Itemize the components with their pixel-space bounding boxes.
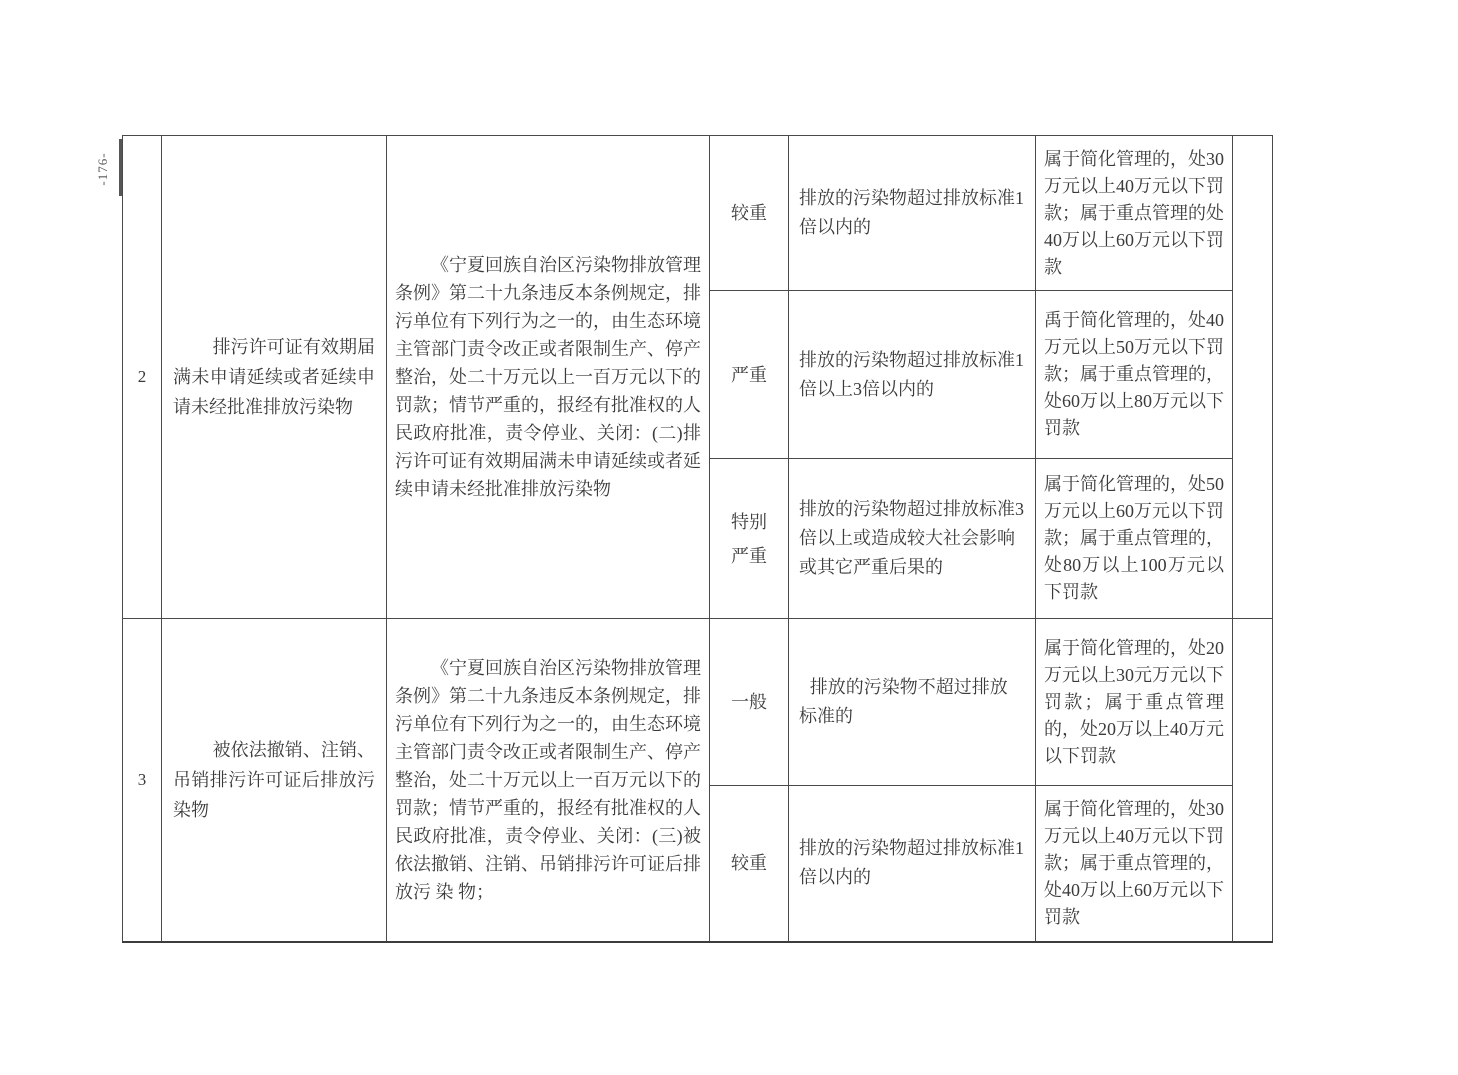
regulation-table	[122, 135, 1273, 943]
penalty-cell	[1036, 786, 1233, 942]
severity-cell: 较重	[710, 136, 789, 291]
penalty-cell	[1036, 291, 1233, 459]
severity-cell: 一般	[710, 619, 789, 786]
penalty-text: 属于简化管理的，处50万元以上60万元以下罚款；属于重点管理的，处80万以上100万元以下罚款	[1044, 474, 1224, 602]
circumstance-cell	[789, 136, 1036, 291]
penalty-cell	[1036, 459, 1233, 619]
page-number: -176-	[95, 152, 110, 186]
violation-text: 排污许可证有效期届满未申请延续或者延续申请未经批准排放污染物	[173, 337, 375, 417]
severity-cell: 特别严重	[710, 459, 789, 619]
circumstance-text: 排放的污染物不超过排放标准的	[799, 677, 1008, 726]
table-row	[123, 619, 1273, 786]
violation-cell	[162, 136, 387, 619]
penalty-cell	[1036, 136, 1233, 291]
circumstance-text: 排放的污染物超过排放标准3倍以上或造成较大社会影响或其它严重后果的	[799, 499, 1024, 577]
penalty-text: 属于简化管理的，处20万元以上30元万元以下罚款；属于重点管理的，处20万以上40万元以下罚款	[1044, 637, 1224, 766]
legal-basis-text: 《宁夏回族自治区污染物排放管理条例》第二十九条违反本条例规定，排污单位有下列行为之一的，由生态环境主管部门责令改正或者限制生产、停产整治，处二十万元以上一百万元以下的罚款；情节严重的，报经有批准权的人民政府批准，责令停业、关闭：(二)排污许可证有效期届满未申请延续或者延续申请未经批准排放污染物	[395, 255, 701, 499]
circumstance-text: 排放的污染物超过排放标准1倍以上3倍以内的	[799, 349, 1024, 399]
circumstance-text: 排放的污染物超过排放标准1倍以内的	[799, 838, 1024, 888]
circumstance-cell	[789, 619, 1036, 786]
circumstance-cell	[789, 459, 1036, 619]
legal-basis-cell	[387, 136, 710, 619]
circumstance-cell	[789, 786, 1036, 942]
violation-cell	[162, 619, 387, 942]
empty-cell	[1233, 619, 1273, 942]
legal-basis-text: 《宁夏回族自治区污染物排放管理条例》第二十九条违反本条例规定，排污单位有下列行为之一的，由生态环境主管部门责令改正或者限制生产、停产整治，处二十万元以上一百万元以下的罚款；情节严重的，报经有批准权的人民政府批准，责令停业、关闭：(三)被依法撤销、注销、吊销排污许可证后排放污 染 物；	[395, 657, 701, 902]
legal-basis-cell	[387, 619, 710, 942]
penalty-text: 禹于简化管理的，处40万元以上50万元以下罚款；属于重点管理的，处60万以上80万元以下罚款	[1044, 310, 1224, 438]
row-number-cell: 3	[123, 619, 162, 942]
severity-cell: 严重	[710, 291, 789, 459]
violation-text: 被依法撤销、注销、吊销排污许可证后排放污染物	[173, 739, 375, 820]
penalty-text: 属于简化管理的，处30万元以上40万元以下罚款；属于重点管理的处40万以上60万元以下罚款	[1044, 148, 1224, 277]
penalty-text: 属于简化管理的，处30万元以上40万元以下罚款；属于重点管理的，处40万以上60万元以下罚款	[1044, 798, 1224, 927]
row-number-cell: 2	[123, 136, 162, 619]
penalty-cell	[1036, 619, 1233, 786]
table-row	[123, 136, 1273, 291]
circumstance-cell	[789, 291, 1036, 459]
empty-cell	[1233, 136, 1273, 619]
severity-cell: 较重	[710, 786, 789, 942]
circumstance-text: 排放的污染物超过排放标准1倍以内的	[799, 188, 1024, 237]
